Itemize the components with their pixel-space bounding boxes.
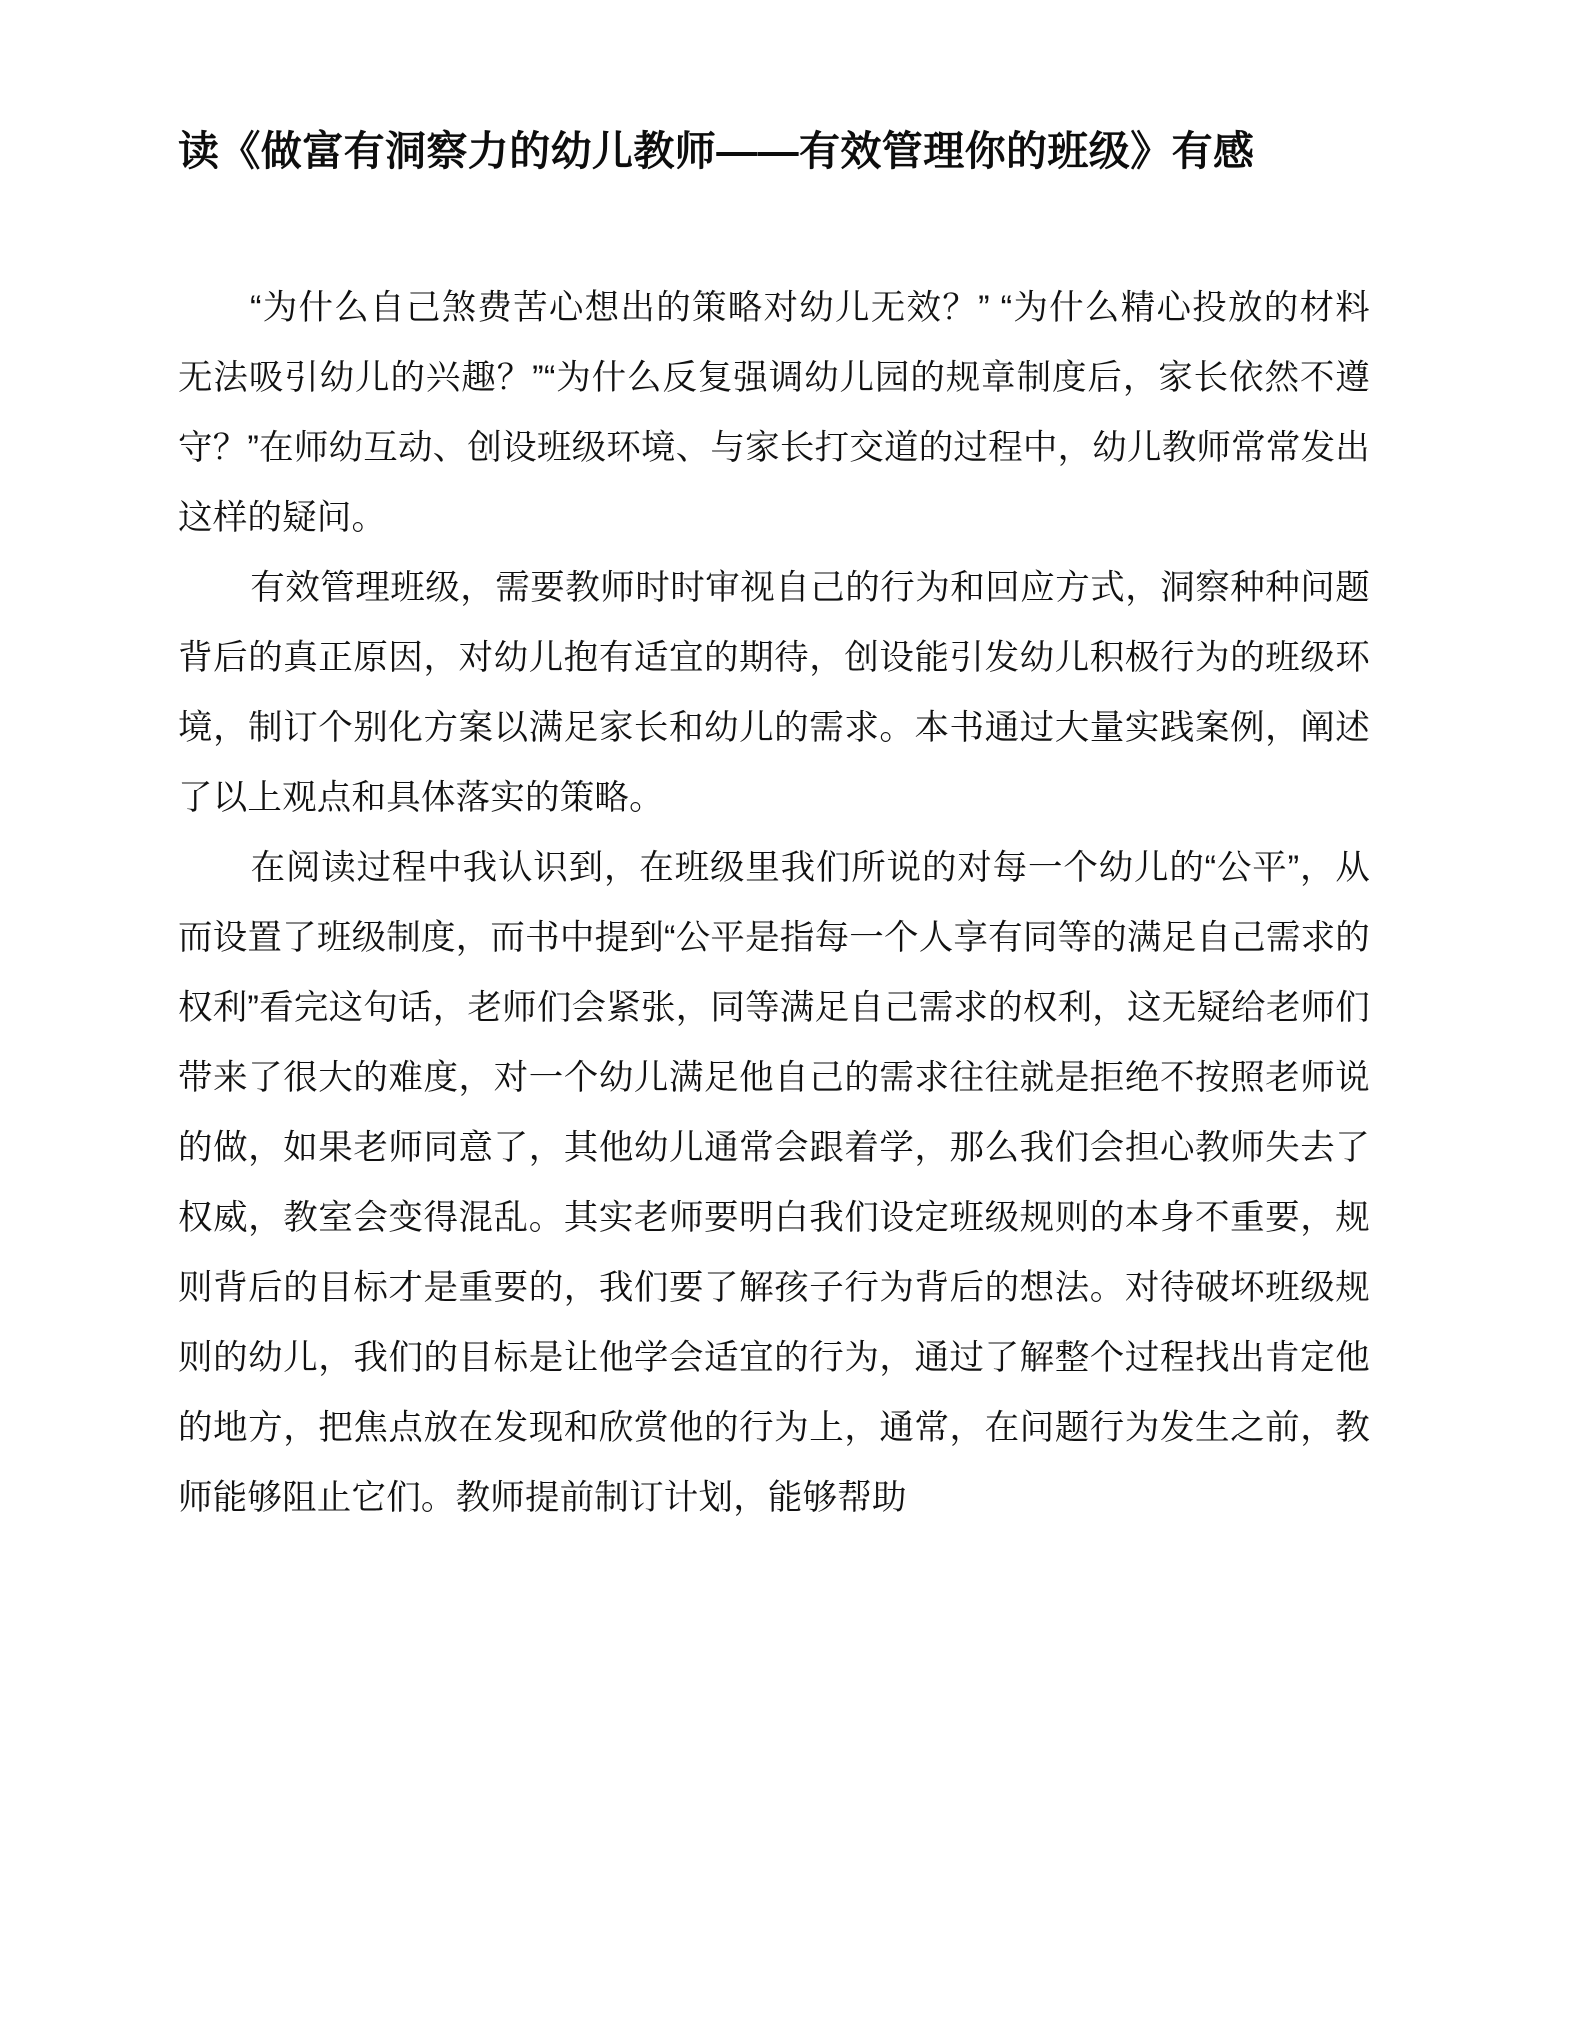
title-spacer bbox=[178, 177, 1370, 273]
paragraph-text: “为什么自己煞费苦心想出的策略对幼儿无效？” “为什么精心投放的材料无法吸引幼儿的兴趣？”“为什么反复强调幼儿园的规章制度后，家长依然不遵守？”在师幼互动、创设班级环境、与家长打交道的过程中，幼儿教师常常发出这样的疑问。 bbox=[178, 289, 1370, 538]
paragraph-list bbox=[178, 273, 1370, 1533]
document-body bbox=[178, 0, 1370, 1533]
paragraph-2 bbox=[178, 553, 1370, 833]
paragraph-3 bbox=[178, 833, 1370, 1533]
page-title: 读《做富有洞察力的幼儿教师——有效管理你的班级》有感 bbox=[178, 128, 1255, 174]
paragraph-text: 在阅读过程中我认识到，在班级里我们所说的对每一个幼儿的“公平”，从而设置了班级制度，而书中提到“公平是指每一个人享有同等的满足自己需求的权利”看完这句话，老师们会紧张，同等满足自己需求的权利，这无疑给老师们带来了很大的难度，对一个幼儿满足他自己的需求往往就是拒绝不按照老师说的做，如果老师同意了，其他幼儿通常会跟着学，那么我们会担心教师失去了权威，教室会变得混乱。其实老师要明白我们设定班级规则的本身不重要，规则背后的目标才是重要的，我们要了解孩子行为背后的想法。对待破坏班级规则的幼儿，我们的目标是让他学会适宜的行为，通过了解整个过程找出肯定他的地方，把焦点放在发现和欣赏他的行为上，通常，在问题行为发生之前，教师能够阻止它们。教师提前制订计划，能够帮助 bbox=[178, 849, 1370, 1518]
paragraph-text: 有效管理班级，需要教师时时审视自己的行为和回应方式，洞察种种问题背后的真正原因，对幼儿抱有适宜的期待，创设能引发幼儿积极行为的班级环境，制订个别化方案以满足家长和幼儿的需求。本书通过大量实践案例，阐述了以上观点和具体落实的策略。 bbox=[178, 569, 1370, 818]
paragraph-1 bbox=[178, 273, 1370, 553]
